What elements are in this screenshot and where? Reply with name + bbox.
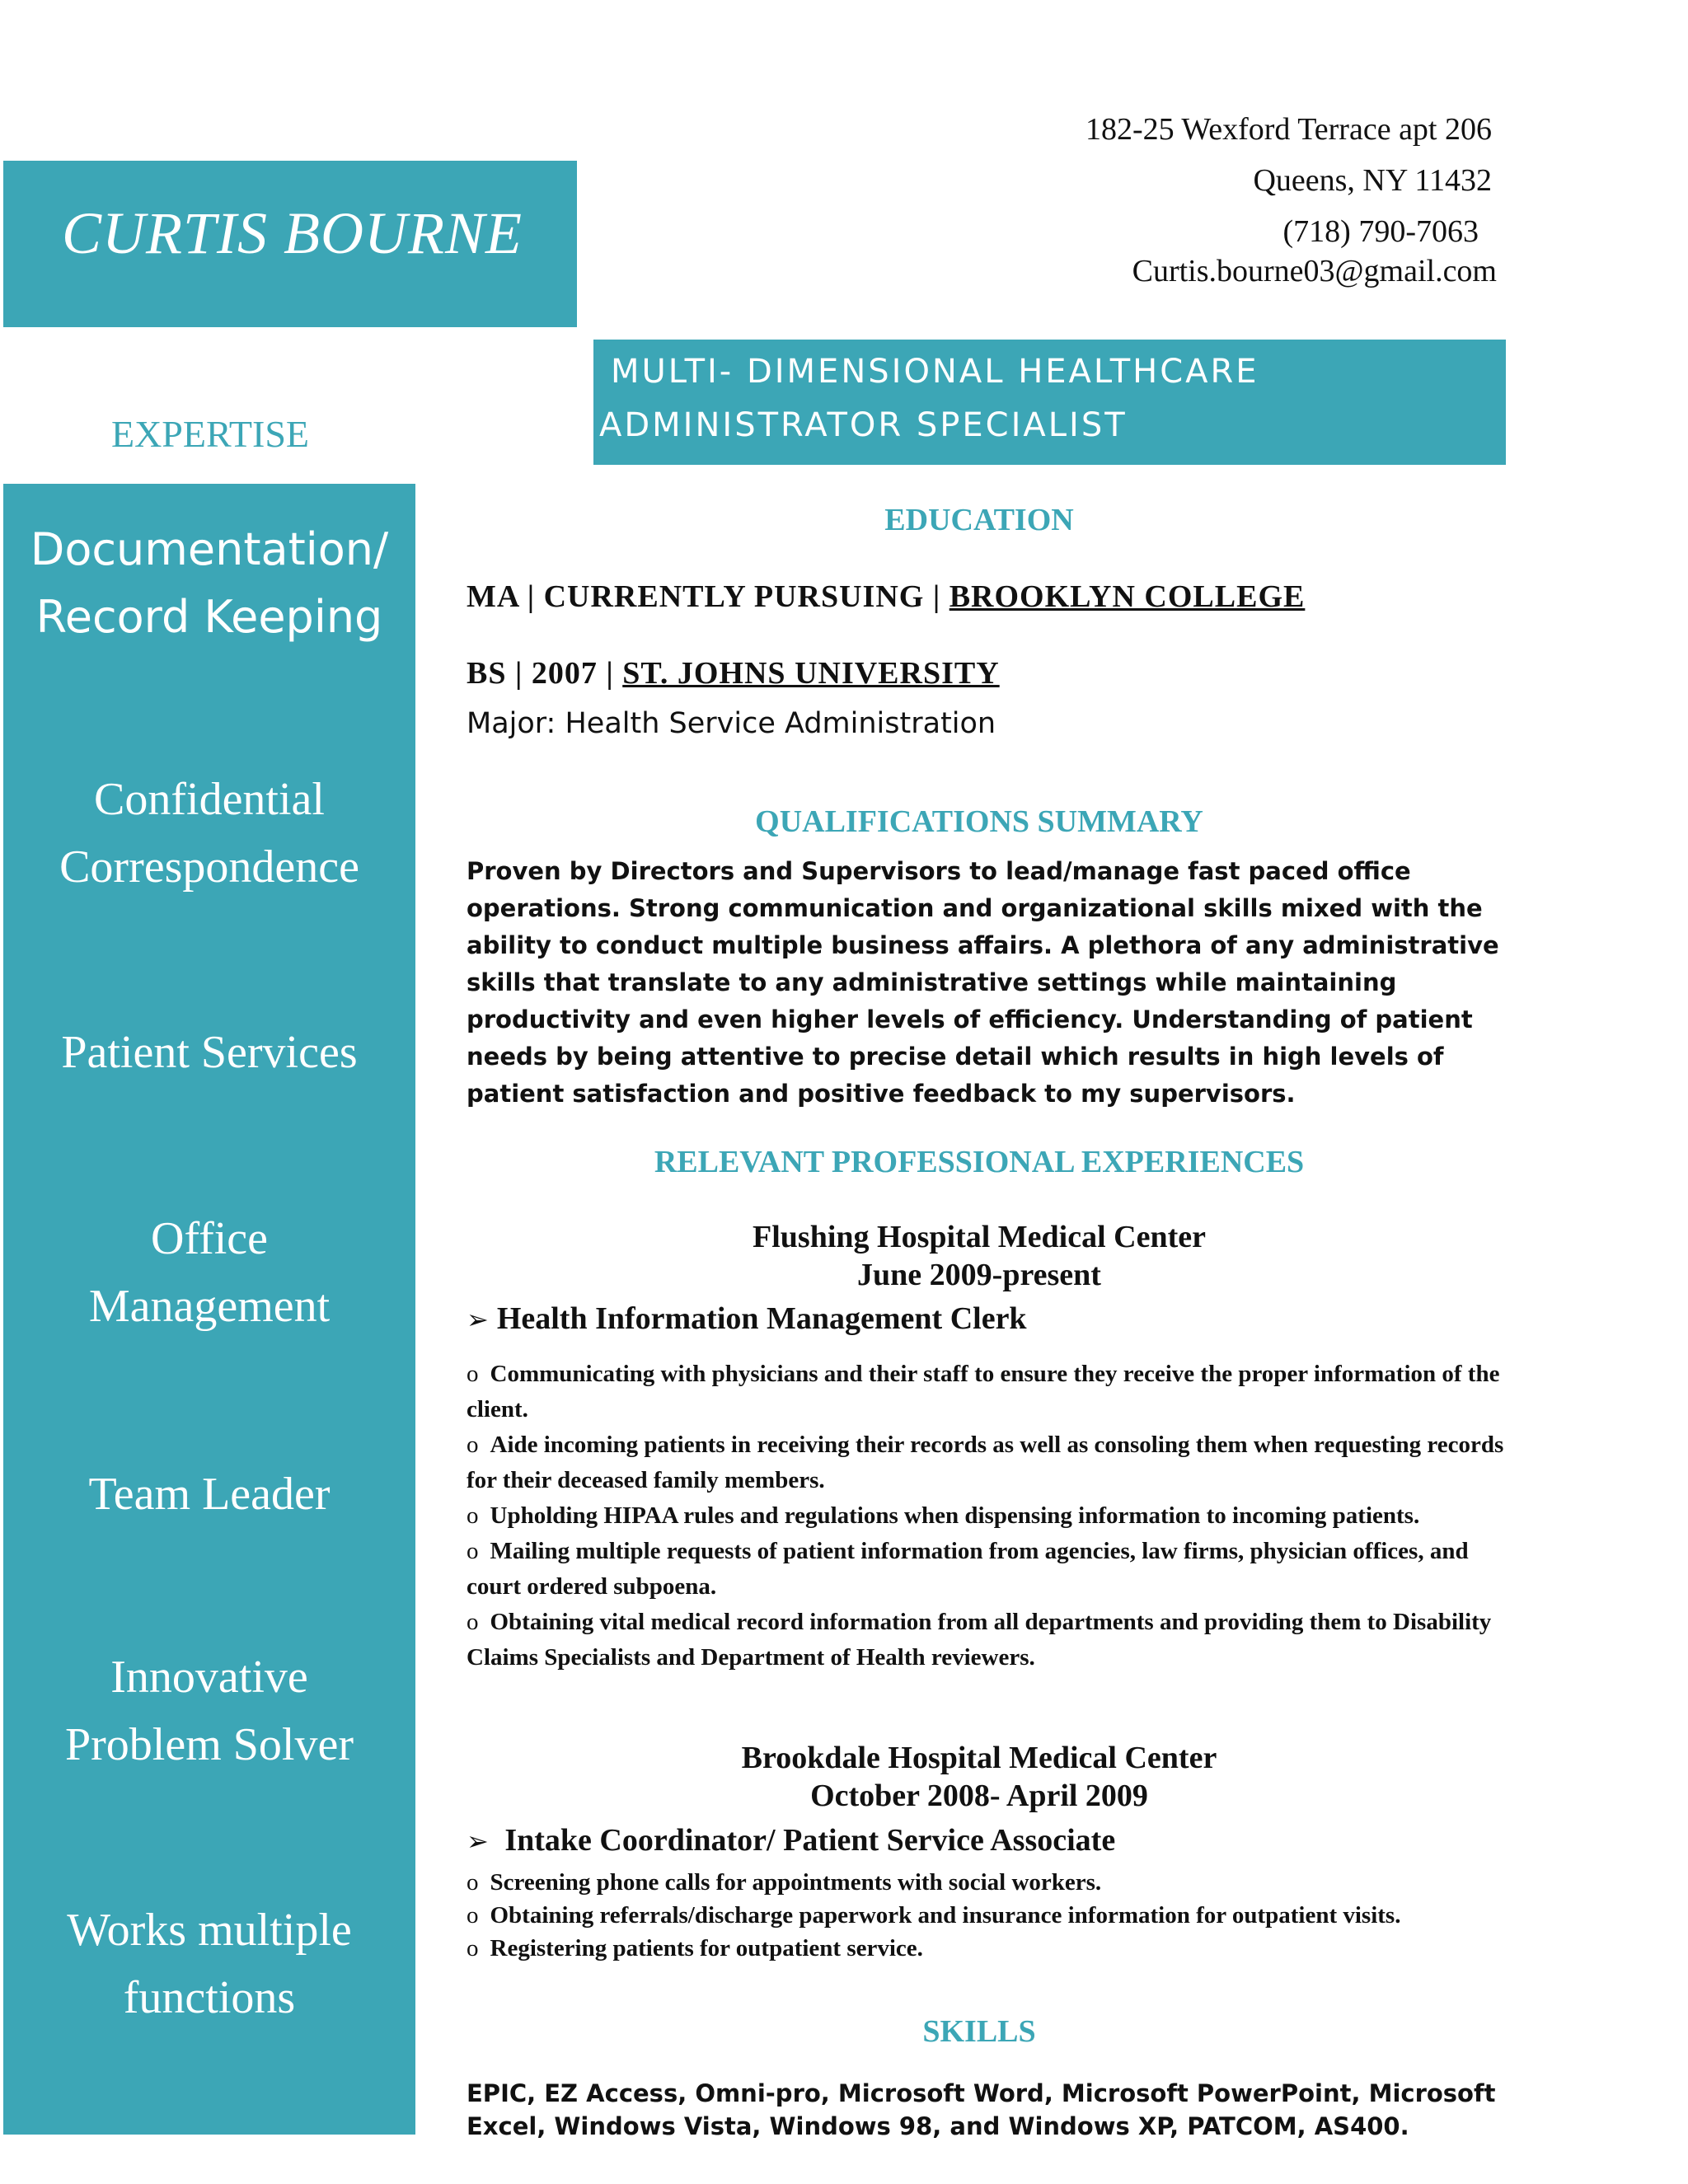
expertise-line: Record Keeping [35, 591, 383, 643]
expertise-line: Problem Solver [65, 1719, 354, 1770]
expertise-line: Works multiple [67, 1905, 352, 1956]
expertise-item-office-management [3, 1205, 415, 1340]
employer-name: Brookdale Hospital Medical Center [741, 1741, 1217, 1775]
circle-bullet-icon: o [467, 1502, 479, 1529]
expertise-line: Innovative [110, 1652, 308, 1703]
duty-text: Obtaining referrals/discharge paperwork and insurance information for outpatient visits. [490, 1902, 1401, 1929]
expertise-heading: EXPERTISE [110, 413, 310, 455]
circle-bullet-icon: o [467, 1361, 479, 1387]
job-duties-flushing [467, 1357, 1505, 1675]
employer-block-brookdale [467, 1739, 1492, 1815]
education-major: Major: Health Service Administration [467, 707, 996, 740]
employer-block-flushing [467, 1218, 1492, 1294]
education-entry-bs [467, 655, 1000, 691]
expertise-item-documentation [3, 516, 415, 651]
qualifications-text: Proven by Directors and Supervisors to lead/manage fast paced office operations. Strong communication and organizational skills mixed with the ability to conduct multiple business affairs. A plethora of any administrative skills that translate to any administrative settings while maintaining productivity and even higher levels of efficiency. Understanding of patient needs by being attentive to precise detail which results in high levels of patient satisfaction and positive feedback to my supervisors. [467, 857, 1499, 1108]
duty-text: Registering patients for outpatient service. [490, 1935, 923, 1961]
employer-name: Flushing Hospital Medical Center [753, 1220, 1206, 1254]
arrow-bullet-icon: ➢ [467, 1825, 489, 1857]
expertise-line: Management [88, 1281, 331, 1332]
expertise-item-patient-services [3, 1019, 415, 1086]
employment-dates: October 2008- April 2009 [810, 1779, 1148, 1813]
expertise-item-multiple-functions [3, 1896, 415, 2032]
job-title-intake-coordinator [467, 1822, 1115, 1858]
expertise-line: Team Leader [88, 1469, 331, 1520]
circle-bullet-icon: o [467, 1538, 479, 1564]
circle-bullet-icon: o [467, 1902, 479, 1929]
expertise-line: Correspondence [59, 841, 359, 893]
circle-bullet-icon: o [467, 1609, 479, 1635]
list-item [467, 1534, 1505, 1605]
list-item [467, 1427, 1505, 1498]
duty-text: Mailing multiple requests of patient information from agencies, law firms, physician offices, and court ordered subpoena. [467, 1538, 1469, 1600]
skills-heading: SKILLS [922, 2014, 1036, 2049]
list-item [467, 1866, 1505, 1899]
list-item [467, 1899, 1505, 1932]
circle-bullet-icon: o [467, 1935, 479, 1961]
phone-line: (718) 790-7063 [1282, 214, 1479, 249]
title-line-1: MULTI- DIMENSIONAL HEALTHCARE [611, 353, 1259, 391]
expertise-line: Documentation/ [30, 523, 389, 575]
list-item [467, 1357, 1505, 1427]
list-item [467, 1932, 1505, 1965]
expertise-item-team-leader [3, 1460, 415, 1528]
title-line-2: ADMINISTRATOR SPECIALIST [599, 406, 1128, 444]
education-degree: BS | 2007 | [467, 656, 623, 691]
address-line: 182-25 Wexford Terrace apt 206 [1085, 112, 1492, 147]
job-duties-brookdale [467, 1866, 1505, 1965]
duty-text: Communicating with physicians and their staff to ensure they receive the proper information of the client. [467, 1361, 1500, 1422]
education-degree: MA | CURRENTLY PURSUING | [467, 579, 950, 614]
list-item [467, 1498, 1505, 1534]
expertise-line: Confidential [94, 774, 325, 825]
employment-dates: June 2009-present [857, 1258, 1101, 1292]
duty-text: Screening phone calls for appointments with social workers. [490, 1869, 1102, 1896]
duty-text: Obtaining vital medical record information from all departments and providing them to Disability Claims Specialists and Department of Health reviewers. [467, 1609, 1492, 1671]
circle-bullet-icon: o [467, 1869, 479, 1896]
education-heading: EDUCATION [884, 503, 1074, 537]
expertise-item-problem-solver [3, 1643, 415, 1779]
education-entry-ma [467, 579, 1305, 615]
duty-text: Upholding HIPAA rules and regulations when dispensing information to incoming patients. [490, 1502, 1420, 1529]
skills-text: EPIC, EZ Access, Omni-pro, Microsoft Word, Microsoft PowerPoint, Microsoft Excel, Windows Vista, Windows 98, and Windows XP, PATCOM, AS400. [467, 2079, 1496, 2140]
candidate-name: CURTIS BOURNE [62, 200, 523, 266]
job-title-text: Intake Coordinator/ Patient Service Associate [504, 1823, 1116, 1858]
expertise-item-correspondence [3, 766, 415, 901]
arrow-bullet-icon: ➢ [467, 1304, 489, 1335]
circle-bullet-icon: o [467, 1432, 479, 1458]
list-item [467, 1605, 1505, 1675]
expertise-line: Patient Services [61, 1027, 358, 1078]
job-title-him-clerk [467, 1301, 1027, 1337]
city-line: Queens, NY 11432 [1253, 163, 1492, 198]
education-school: ST. JOHNS UNIVERSITY [622, 656, 1000, 691]
expertise-line: Office [151, 1213, 268, 1264]
education-school: BROOKLYN COLLEGE [949, 579, 1306, 614]
email-line: Curtis.bourne03@gmail.com [1132, 254, 1497, 288]
duty-text: Aide incoming patients in receiving their records as well as consoling them when requesting records for their deceased family members. [467, 1432, 1504, 1493]
qualifications-heading: QUALIFICATIONS SUMMARY [755, 804, 1203, 839]
experience-heading: RELEVANT PROFESSIONAL EXPERIENCES [654, 1145, 1305, 1179]
expertise-line: functions [123, 1972, 296, 2023]
job-title-text: Health Information Management Clerk [496, 1301, 1027, 1336]
